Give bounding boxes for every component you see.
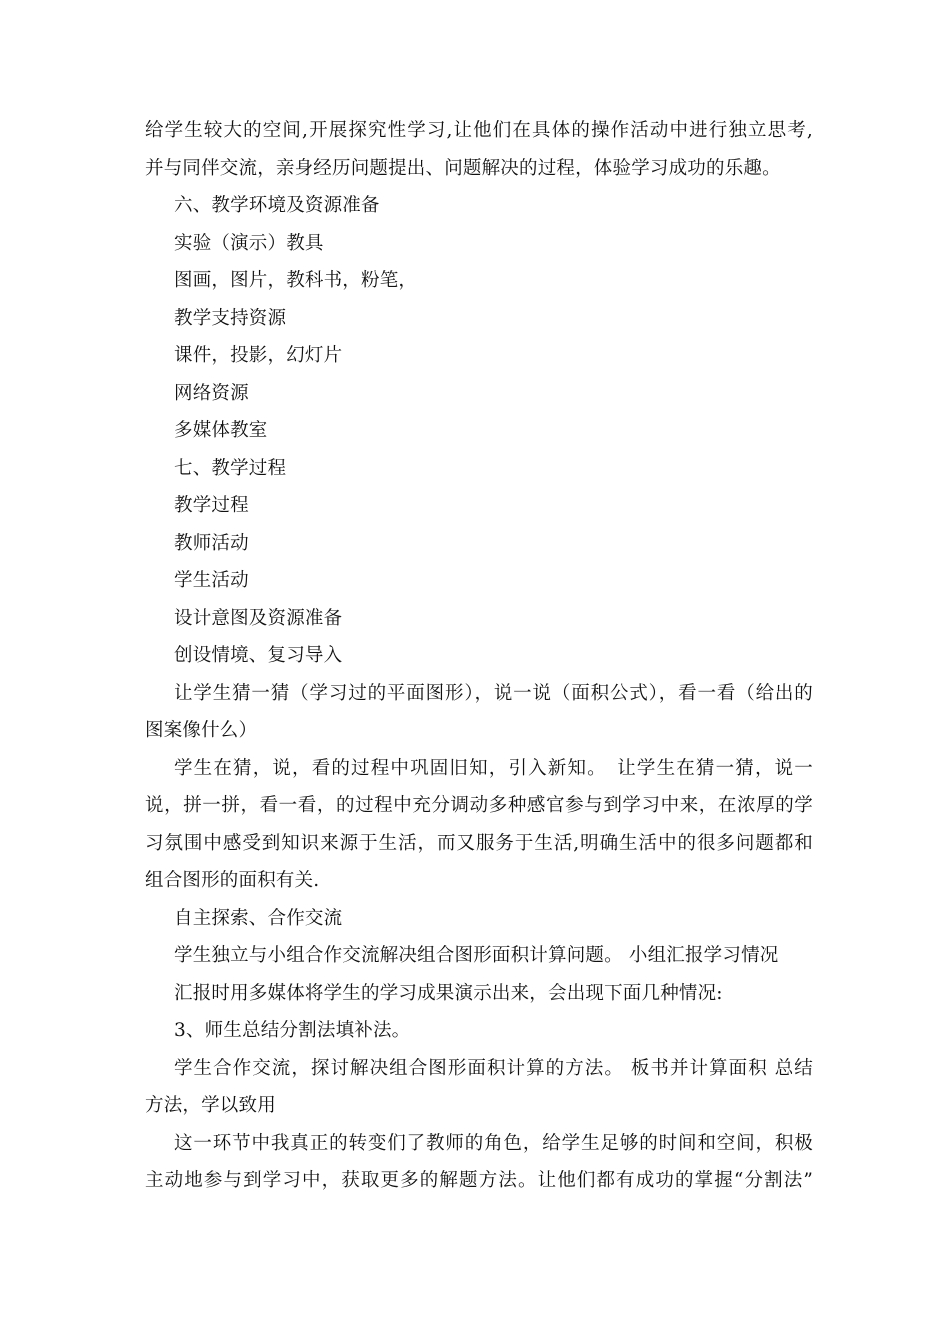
text-line: 设计意图及资源准备 (174, 607, 343, 629)
text-line: 七、教学过程 (174, 457, 287, 479)
text-line: 这一环节中我真正的转变们了教师的角色，给学生足够的时间和空间，积极 (174, 1132, 813, 1154)
text-line: 习氛围中感受到知识来源于生活，而又服务于生活,明确生活中的很多问题都和 (145, 832, 813, 854)
text-line: 自主探索、合作交流 (174, 907, 343, 929)
text-line: 让学生猜一猜（学习过的平面图形），说一说（面积公式），看一看（给出的 (174, 682, 813, 704)
text-line: 多媒体教室 (174, 420, 268, 441)
text-line: 并与同伴交流，亲身经历问题提出、问题解决的过程，体验学习成功的乐趣。 (145, 157, 781, 179)
text-line: 教学支持资源 (174, 307, 287, 329)
text-line: 教师活动 (174, 532, 249, 554)
text-line: 课件，投影，幻灯片 (174, 345, 343, 366)
text-line: 图案像什么） (145, 720, 258, 741)
text-line: 学生合作交流，探讨解决组合图形面积计算的方法。 板书并计算面积 总结 (174, 1057, 813, 1079)
document-page (145, 112, 813, 1200)
text-line: 说，拼一拼，看一看，的过程中充分调动多种感官参与到学习中来，在浓厚的学 (145, 795, 813, 816)
text-line: 教学过程 (174, 495, 249, 516)
text-line: 学生活动 (174, 570, 249, 591)
text-line: 方法，学以致用 (145, 1095, 276, 1116)
text-line: 主动地参与到学习中，获取更多的解题方法。让他们都有成功的掌握“分割法” (145, 1170, 813, 1191)
text-line: 汇报时用多媒体将学生的学习成果演示出来，会出现下面几种情况: (174, 982, 723, 1004)
text-line: 图画，图片，教科书，粉笔， (174, 270, 418, 291)
text-line: 网络资源 (174, 382, 249, 404)
text-line: 学生在猜，说，看的过程中巩固旧知，引入新知。 让学生在猜一猜，说一 (174, 757, 813, 779)
text-line: 实验（演示）教具 (174, 232, 324, 254)
text-line: 六、教学环境及资源准备 (174, 195, 380, 216)
text-line: 给学生较大的空间,开展探究性学习,让他们在具体的操作活动中进行独立思考, (145, 120, 813, 141)
text-line: 学生独立与小组合作交流解决组合图形面积计算问题。 小组汇报学习情况 (174, 945, 779, 966)
text-line: 3、师生总结分割法填补法。 (174, 1020, 411, 1041)
text-line: 创设情境、复习导入 (174, 645, 343, 666)
text-line: 组合图形的面积有关. (145, 870, 320, 891)
